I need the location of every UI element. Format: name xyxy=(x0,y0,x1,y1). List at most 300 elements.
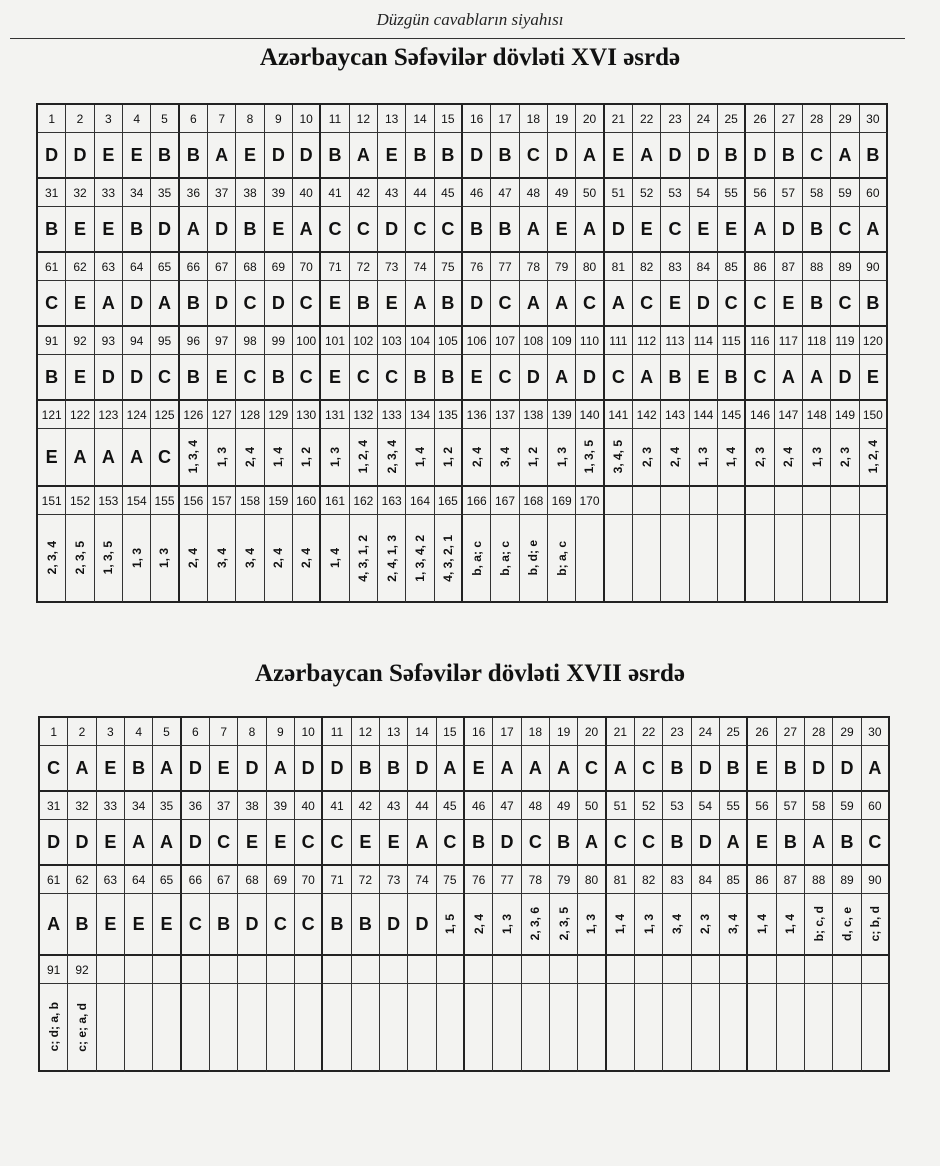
answer-cell xyxy=(775,429,803,487)
answer-cell: E xyxy=(123,133,151,179)
question-number: 14 xyxy=(406,105,434,133)
answer-cell: B xyxy=(435,133,463,179)
answer-cell: A xyxy=(607,746,635,792)
answer-cell xyxy=(635,984,663,1072)
question-number: 90 xyxy=(862,866,890,894)
question-number xyxy=(493,956,521,984)
answer-value: 1, 3, 5 xyxy=(582,440,597,474)
answer-cell: E xyxy=(321,281,349,327)
answer-cell: D xyxy=(182,746,210,792)
answer-cell: E xyxy=(125,894,153,956)
answer-value: c; b, d xyxy=(867,906,882,942)
answer-cell xyxy=(38,515,66,603)
question-number: 38 xyxy=(238,792,266,820)
answer-table-xvii xyxy=(38,716,890,1072)
answer-cell: B xyxy=(38,355,66,401)
answer-cell xyxy=(576,515,604,603)
answer-cell xyxy=(437,894,465,956)
question-number: 39 xyxy=(265,179,293,207)
question-number: 68 xyxy=(238,866,266,894)
answer-cell: A xyxy=(520,207,548,253)
answer-value: 1, 3 xyxy=(584,913,599,934)
answer-cell xyxy=(633,515,661,603)
question-number: 25 xyxy=(718,105,746,133)
answer-value: 2, 3, 5 xyxy=(556,907,571,941)
answer-cell: A xyxy=(860,207,888,253)
question-number: 95 xyxy=(151,327,179,355)
question-number: 56 xyxy=(748,792,776,820)
answer-value: 2, 3, 4 xyxy=(44,541,59,575)
question-number: 118 xyxy=(803,327,831,355)
question-number: 165 xyxy=(435,487,463,515)
answer-cell: B xyxy=(210,894,238,956)
answer-cell: D xyxy=(151,207,179,253)
answer-cell: A xyxy=(550,746,578,792)
answer-cell xyxy=(605,429,633,487)
question-number: 138 xyxy=(520,401,548,429)
question-number: 153 xyxy=(95,487,123,515)
answer-cell xyxy=(182,984,210,1072)
answer-cell xyxy=(661,429,689,487)
question-number: 124 xyxy=(123,401,151,429)
question-number: 80 xyxy=(578,866,606,894)
answer-cell xyxy=(692,894,720,956)
question-number: 136 xyxy=(463,401,491,429)
question-number: 10 xyxy=(295,718,323,746)
question-number: 163 xyxy=(378,487,406,515)
answer-cell: C xyxy=(635,820,663,866)
answer-cell: C xyxy=(350,207,378,253)
question-number: 85 xyxy=(720,866,748,894)
question-number: 148 xyxy=(803,401,831,429)
header-rule xyxy=(10,38,905,39)
question-number: 53 xyxy=(661,179,689,207)
question-number: 84 xyxy=(690,253,718,281)
question-number: 137 xyxy=(491,401,519,429)
answer-cell: A xyxy=(862,746,890,792)
answer-cell: C xyxy=(491,355,519,401)
answer-cell xyxy=(238,984,266,1072)
answer-cell: E xyxy=(661,281,689,327)
answer-cell: C xyxy=(182,894,210,956)
answer-cell: A xyxy=(293,207,321,253)
answer-cell xyxy=(661,515,689,603)
answer-value: 1, 3 xyxy=(129,547,144,568)
answer-cell xyxy=(236,515,264,603)
answer-cell: A xyxy=(775,355,803,401)
answer-cell: C xyxy=(236,281,264,327)
answer-cell xyxy=(493,894,521,956)
answer-cell xyxy=(520,429,548,487)
question-number: 134 xyxy=(406,401,434,429)
answer-cell xyxy=(605,515,633,603)
question-number: 156 xyxy=(180,487,208,515)
question-number: 43 xyxy=(380,792,408,820)
question-number: 104 xyxy=(406,327,434,355)
question-number: 33 xyxy=(95,179,123,207)
answer-cell: A xyxy=(520,281,548,327)
answer-cell xyxy=(66,515,94,603)
answer-cell: C xyxy=(151,429,179,487)
question-number: 19 xyxy=(548,105,576,133)
question-number: 52 xyxy=(635,792,663,820)
answer-cell xyxy=(607,894,635,956)
question-number: 121 xyxy=(38,401,66,429)
question-number: 36 xyxy=(182,792,210,820)
question-number: 98 xyxy=(236,327,264,355)
question-number: 61 xyxy=(38,253,66,281)
question-number: 8 xyxy=(238,718,266,746)
question-number: 39 xyxy=(267,792,295,820)
answer-cell xyxy=(323,984,351,1072)
answer-cell: C xyxy=(605,355,633,401)
question-number: 100 xyxy=(293,327,321,355)
answer-cell xyxy=(833,984,861,1072)
answer-value: 2, 4 xyxy=(271,547,286,568)
answer-value: 1, 3 xyxy=(554,446,569,467)
answer-cell: E xyxy=(380,820,408,866)
answer-cell xyxy=(151,515,179,603)
answer-value: b; c, d xyxy=(811,906,826,942)
answer-cell: C xyxy=(718,281,746,327)
question-number: 5 xyxy=(153,718,181,746)
question-number: 84 xyxy=(692,866,720,894)
question-number: 143 xyxy=(661,401,689,429)
question-number: 123 xyxy=(95,401,123,429)
answer-cell: E xyxy=(378,281,406,327)
question-number: 109 xyxy=(548,327,576,355)
answer-cell: A xyxy=(151,281,179,327)
answer-value: 2, 3, 4 xyxy=(384,440,399,474)
question-number: 133 xyxy=(378,401,406,429)
question-number: 66 xyxy=(180,253,208,281)
question-number: 4 xyxy=(125,718,153,746)
answer-cell: C xyxy=(831,281,859,327)
answer-cell: A xyxy=(267,746,295,792)
table1-title: Azərbaycan Səfəvilər dövləti XVI əsrdə xyxy=(259,44,681,71)
answer-cell xyxy=(125,984,153,1072)
question-number: 24 xyxy=(690,105,718,133)
answer-cell: A xyxy=(522,746,550,792)
question-number: 112 xyxy=(633,327,661,355)
question-number: 54 xyxy=(690,179,718,207)
answer-cell: C xyxy=(576,281,604,327)
answer-cell: B xyxy=(180,133,208,179)
answer-cell xyxy=(720,894,748,956)
answer-cell: D xyxy=(833,746,861,792)
answer-cell: B xyxy=(777,820,805,866)
answer-value: b; a, c xyxy=(554,540,569,576)
question-number: 55 xyxy=(718,179,746,207)
answer-cell: D xyxy=(208,207,236,253)
question-number: 149 xyxy=(831,401,859,429)
question-number: 92 xyxy=(66,327,94,355)
question-number: 56 xyxy=(746,179,774,207)
answer-cell: C xyxy=(293,281,321,327)
answer-cell: B xyxy=(151,133,179,179)
answer-cell xyxy=(350,429,378,487)
answer-cell: D xyxy=(265,281,293,327)
answer-cell xyxy=(210,984,238,1072)
question-number: 155 xyxy=(151,487,179,515)
answer-cell: C xyxy=(661,207,689,253)
answer-cell xyxy=(180,429,208,487)
answer-cell: A xyxy=(153,820,181,866)
answer-cell: A xyxy=(831,133,859,179)
answer-cell: D xyxy=(463,281,491,327)
answer-cell: B xyxy=(352,894,380,956)
answer-cell xyxy=(380,984,408,1072)
answer-value: 1, 2, 4 xyxy=(865,440,880,474)
question-number: 40 xyxy=(293,179,321,207)
question-number: 114 xyxy=(690,327,718,355)
answer-cell: A xyxy=(548,281,576,327)
question-number: 33 xyxy=(97,792,125,820)
answer-cell: D xyxy=(123,355,151,401)
answer-cell: B xyxy=(860,281,888,327)
question-number xyxy=(690,487,718,515)
question-number: 81 xyxy=(607,866,635,894)
answer-cell: E xyxy=(66,355,94,401)
question-number: 14 xyxy=(408,718,436,746)
answer-cell: A xyxy=(406,281,434,327)
answer-cell xyxy=(435,515,463,603)
question-number: 147 xyxy=(775,401,803,429)
question-number: 29 xyxy=(833,718,861,746)
answer-cell: E xyxy=(718,207,746,253)
answer-cell: B xyxy=(321,133,349,179)
answer-value: b, d; e xyxy=(526,540,541,576)
answer-cell: B xyxy=(720,746,748,792)
question-number: 64 xyxy=(125,866,153,894)
question-number xyxy=(607,956,635,984)
question-number: 168 xyxy=(520,487,548,515)
answer-cell: E xyxy=(66,281,94,327)
answer-cell: D xyxy=(40,820,68,866)
answer-value: 1, 3 xyxy=(499,913,514,934)
answer-cell: A xyxy=(95,281,123,327)
question-number: 72 xyxy=(350,253,378,281)
question-number: 83 xyxy=(663,866,691,894)
answer-cell xyxy=(295,984,323,1072)
question-number: 82 xyxy=(635,866,663,894)
answer-cell: B xyxy=(491,207,519,253)
answer-cell: B xyxy=(406,133,434,179)
answer-cell: C xyxy=(210,820,238,866)
answer-cell xyxy=(40,984,68,1072)
answer-cell xyxy=(718,429,746,487)
question-number xyxy=(831,487,859,515)
question-number: 42 xyxy=(350,179,378,207)
question-number: 38 xyxy=(236,179,264,207)
question-number: 51 xyxy=(605,179,633,207)
question-number: 162 xyxy=(350,487,378,515)
answer-cell: B xyxy=(663,746,691,792)
question-number: 47 xyxy=(491,179,519,207)
question-number: 82 xyxy=(633,253,661,281)
answer-cell: E xyxy=(267,820,295,866)
answer-cell: C xyxy=(746,355,774,401)
question-number: 67 xyxy=(210,866,238,894)
answer-cell: A xyxy=(633,133,661,179)
answer-cell xyxy=(321,515,349,603)
question-number: 54 xyxy=(692,792,720,820)
answer-cell xyxy=(153,984,181,1072)
question-number: 35 xyxy=(153,792,181,820)
question-number: 86 xyxy=(748,866,776,894)
question-number: 36 xyxy=(180,179,208,207)
answer-cell: B xyxy=(236,207,264,253)
answer-cell xyxy=(408,984,436,1072)
question-number: 61 xyxy=(40,866,68,894)
question-number xyxy=(380,956,408,984)
answer-value: 2, 4 xyxy=(471,913,486,934)
question-number xyxy=(437,956,465,984)
answer-cell: D xyxy=(805,746,833,792)
question-number xyxy=(605,487,633,515)
answer-value: 3, 4 xyxy=(669,913,684,934)
question-number: 88 xyxy=(803,253,831,281)
question-number xyxy=(748,956,776,984)
answer-cell: D xyxy=(265,133,293,179)
answer-cell xyxy=(578,984,606,1072)
answer-cell: B xyxy=(550,820,578,866)
answer-value: 1, 4 xyxy=(327,547,342,568)
answer-cell xyxy=(862,984,890,1072)
answer-cell: D xyxy=(661,133,689,179)
answer-cell: D xyxy=(68,820,96,866)
answer-cell: E xyxy=(465,746,493,792)
question-number: 57 xyxy=(777,792,805,820)
answer-cell xyxy=(633,429,661,487)
question-number: 11 xyxy=(321,105,349,133)
answer-value: 2, 4 xyxy=(781,446,796,467)
question-number: 44 xyxy=(408,792,436,820)
question-number: 76 xyxy=(463,253,491,281)
answer-cell: B xyxy=(125,746,153,792)
question-number: 6 xyxy=(182,718,210,746)
question-number: 5 xyxy=(151,105,179,133)
question-number: 62 xyxy=(66,253,94,281)
answer-cell xyxy=(550,894,578,956)
answer-cell xyxy=(293,429,321,487)
answer-cell: E xyxy=(97,820,125,866)
question-number: 27 xyxy=(775,105,803,133)
answer-value: 1, 3 xyxy=(157,547,172,568)
question-number: 42 xyxy=(352,792,380,820)
question-number xyxy=(210,956,238,984)
answer-cell: E xyxy=(321,355,349,401)
question-number xyxy=(833,956,861,984)
answer-cell: E xyxy=(153,894,181,956)
question-number: 46 xyxy=(463,179,491,207)
answer-value: 2, 4 xyxy=(469,446,484,467)
answer-cell xyxy=(465,984,493,1072)
question-number xyxy=(522,956,550,984)
question-number: 8 xyxy=(236,105,264,133)
question-number xyxy=(805,956,833,984)
answer-cell: E xyxy=(690,207,718,253)
question-number: 106 xyxy=(463,327,491,355)
question-number: 89 xyxy=(833,866,861,894)
answer-cell: B xyxy=(265,355,293,401)
answer-cell xyxy=(352,984,380,1072)
answer-value: 2, 4 xyxy=(242,446,257,467)
answer-cell: C xyxy=(295,820,323,866)
answer-cell: D xyxy=(380,894,408,956)
answer-cell xyxy=(663,894,691,956)
answer-cell xyxy=(236,429,264,487)
question-number xyxy=(352,956,380,984)
question-number: 170 xyxy=(576,487,604,515)
question-number xyxy=(803,487,831,515)
answer-cell: E xyxy=(463,355,491,401)
answer-cell xyxy=(406,429,434,487)
answer-cell xyxy=(777,894,805,956)
question-number: 34 xyxy=(123,179,151,207)
answer-cell: E xyxy=(690,355,718,401)
answer-cell: D xyxy=(690,281,718,327)
question-number: 166 xyxy=(463,487,491,515)
answer-cell: E xyxy=(38,429,66,487)
question-number: 128 xyxy=(236,401,264,429)
answer-cell xyxy=(748,894,776,956)
question-number: 16 xyxy=(465,718,493,746)
question-number: 91 xyxy=(40,956,68,984)
answer-cell xyxy=(463,515,491,603)
answer-cell xyxy=(860,429,888,487)
answer-value: 1, 4 xyxy=(271,446,286,467)
answer-cell: E xyxy=(548,207,576,253)
answer-cell: C xyxy=(323,820,351,866)
answer-cell: C xyxy=(435,207,463,253)
answer-cell: D xyxy=(576,355,604,401)
question-number: 150 xyxy=(860,401,888,429)
question-number: 41 xyxy=(321,179,349,207)
question-number: 52 xyxy=(633,179,661,207)
answer-cell: E xyxy=(352,820,380,866)
answer-value: 4, 3, 1, 2 xyxy=(356,534,371,582)
question-number: 127 xyxy=(208,401,236,429)
question-number: 21 xyxy=(605,105,633,133)
answer-cell: D xyxy=(66,133,94,179)
answer-value: 1, 2 xyxy=(299,446,314,467)
question-number: 19 xyxy=(550,718,578,746)
answer-cell xyxy=(746,515,774,603)
question-number: 140 xyxy=(576,401,604,429)
answer-cell: B xyxy=(803,207,831,253)
question-number: 49 xyxy=(548,179,576,207)
answer-cell: E xyxy=(95,207,123,253)
answer-cell xyxy=(720,984,748,1072)
question-number: 161 xyxy=(321,487,349,515)
answer-cell: E xyxy=(238,820,266,866)
answer-cell: C xyxy=(378,355,406,401)
answer-cell: D xyxy=(690,133,718,179)
answer-cell: C xyxy=(578,746,606,792)
answer-cell xyxy=(690,515,718,603)
answer-cell xyxy=(775,515,803,603)
answer-cell: B xyxy=(352,746,380,792)
answer-cell: E xyxy=(236,133,264,179)
question-number: 30 xyxy=(862,718,890,746)
question-number: 44 xyxy=(406,179,434,207)
question-number: 126 xyxy=(180,401,208,429)
answer-cell: B xyxy=(803,281,831,327)
answer-cell: B xyxy=(180,355,208,401)
question-number: 26 xyxy=(748,718,776,746)
question-number: 60 xyxy=(860,179,888,207)
